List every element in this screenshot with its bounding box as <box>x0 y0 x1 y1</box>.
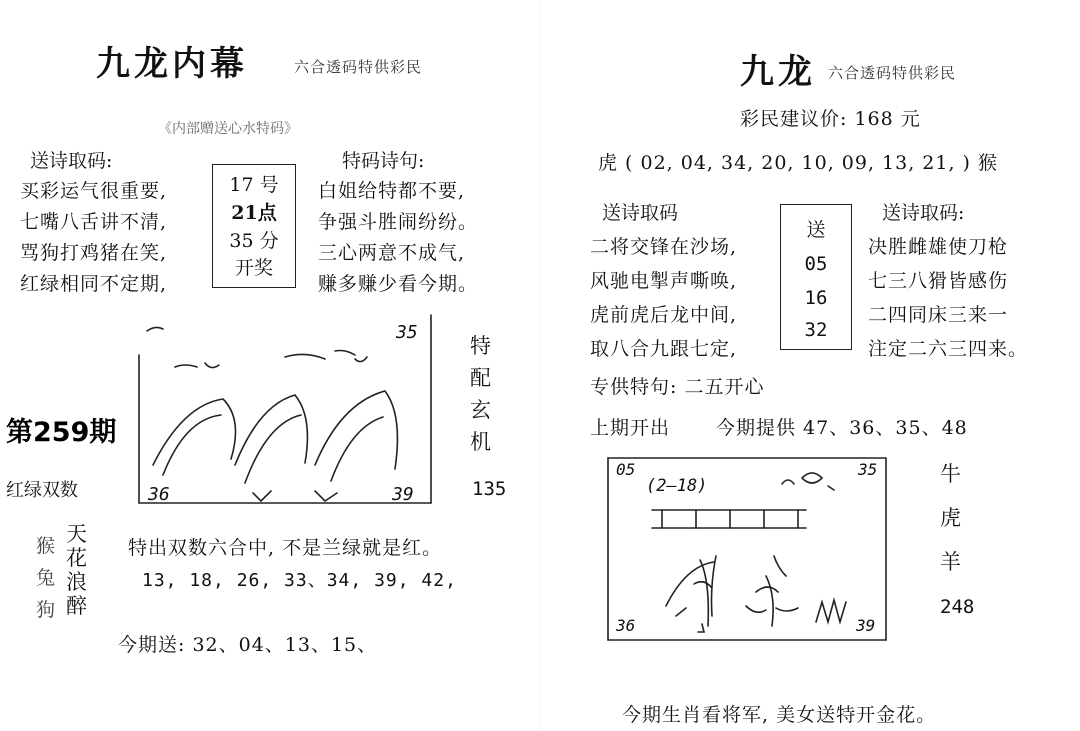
left-sketch-label: 35 <box>396 322 418 343</box>
side-char: 配 <box>470 366 491 390</box>
zodiac-column <box>36 530 55 626</box>
right-left-poem-line: 二将交锋在沙场, <box>590 236 738 258</box>
zodiac-char: 狗 <box>36 599 56 621</box>
side-char: 羊 <box>940 550 961 574</box>
send-box-line: 05 <box>804 253 828 275</box>
special-numbers: 13, 18, 26, 33、34, 39, 42, <box>142 570 457 591</box>
right-left-poem-line: 风驰电掣声嘶唤, <box>590 270 738 292</box>
today-send: 今期送: 32、04、13、15、 <box>118 634 378 656</box>
right-right-poem-line: 七三八猾皆感伤 <box>868 270 1009 292</box>
price-line: 彩民建议价: 168 元 <box>740 108 921 130</box>
right-side-number: 248 <box>940 596 975 618</box>
zodiac-char: 兔 <box>36 567 56 589</box>
right-sketch-label: (2—18) <box>646 476 708 496</box>
poem-column <box>66 522 87 618</box>
left-poem-line: 七嘴八舌讲不清, <box>20 211 168 233</box>
left-faint-line: 《内部赠送心水特码》 <box>158 121 298 137</box>
right-title: 九龙 <box>740 52 816 92</box>
right-sketch-label: 36 <box>616 616 636 635</box>
draw-time-line: 21点 <box>231 202 277 224</box>
side-char: 牛 <box>940 462 961 486</box>
poem-char: 醉 <box>66 594 87 618</box>
special-offer: 专供特句: 二五开心 <box>590 376 765 398</box>
left-subtitle: 六合透码特供彩民 <box>294 58 423 76</box>
right-poem-line: 争强斗胜闹纷纷。 <box>318 211 479 233</box>
side-char: 玄 <box>470 398 491 422</box>
red-green-label: 红绿双数 <box>6 480 78 501</box>
right-right-poem-line: 二四同床三来一 <box>868 304 1009 326</box>
issue-number: 第259期 <box>6 417 117 448</box>
right-subtitle: 六合透码特供彩民 <box>828 64 957 82</box>
special-line: 特出双数六合中, 不是兰绿就是红。 <box>128 537 443 559</box>
right-sketch-label: 39 <box>856 616 876 635</box>
right-left-poem-line: 取八合九跟七定, <box>590 338 738 360</box>
left-side-number: 135 <box>472 478 507 500</box>
poem-char: 花 <box>66 546 87 570</box>
left-poem-heading: 送诗取码: <box>30 150 113 172</box>
poem-char: 天 <box>66 522 87 546</box>
side-char: 虎 <box>940 506 961 530</box>
right-right-poem-line: 决胜雌雄使刀枪 <box>868 236 1009 258</box>
send-box-line: 送 <box>806 219 826 241</box>
zodiac-char: 猴 <box>36 535 56 557</box>
right-sketch-label: 35 <box>858 460 878 479</box>
side-char: 机 <box>470 430 491 454</box>
right-sketch-label: 05 <box>616 460 636 479</box>
left-poem-line: 骂狗打鸡猪在笑, <box>20 242 168 264</box>
last-open: 上期开出 <box>590 417 671 439</box>
tiger-line: 虎 ( 02, 04, 34, 20, 10, 09, 13, 21, ) 猴 <box>598 152 998 174</box>
right-poem-line: 赚多赚少看今期。 <box>318 273 479 295</box>
side-char: 特 <box>470 334 491 358</box>
draw-time-line: 35 分 <box>229 230 279 252</box>
left-sketch-label: 39 <box>392 484 414 505</box>
right-poem-line: 白姐给特都不要, <box>318 180 466 202</box>
send-box <box>780 204 852 350</box>
right-side-vertical <box>940 452 961 584</box>
poem-char: 浪 <box>66 570 87 594</box>
right-right-poem-line: 注定二六三四来。 <box>868 338 1029 360</box>
right-left-poem-heading: 送诗取码 <box>602 202 679 224</box>
draw-time-line: 开奖 <box>234 257 273 279</box>
draw-time-line: 17 号 <box>229 174 279 196</box>
right-right-poem-heading: 送诗取码: <box>882 202 965 224</box>
left-title: 九龙内幕 <box>96 44 248 84</box>
page-divider <box>540 0 541 731</box>
right-poem-line: 三心两意不成气, <box>318 242 466 264</box>
today-offer: 今期提供 47、36、35、48 <box>716 417 968 439</box>
right-left-poem-line: 虎前虎后龙中间, <box>590 304 738 326</box>
left-poem-line: 买彩运气很重要, <box>20 180 168 202</box>
left-side-vertical <box>470 330 491 458</box>
left-poem-line: 红绿相同不定期, <box>20 273 168 295</box>
right-poem-heading: 特码诗句: <box>342 150 425 172</box>
left-sketch-label: 36 <box>148 484 170 505</box>
send-box-line: 16 <box>804 287 828 309</box>
send-box-line: 32 <box>804 319 828 341</box>
right-footer: 今期生肖看将军, 美女送特开金花。 <box>622 704 937 726</box>
draw-time-box <box>212 164 296 288</box>
left-sketch-drawing <box>135 315 435 505</box>
